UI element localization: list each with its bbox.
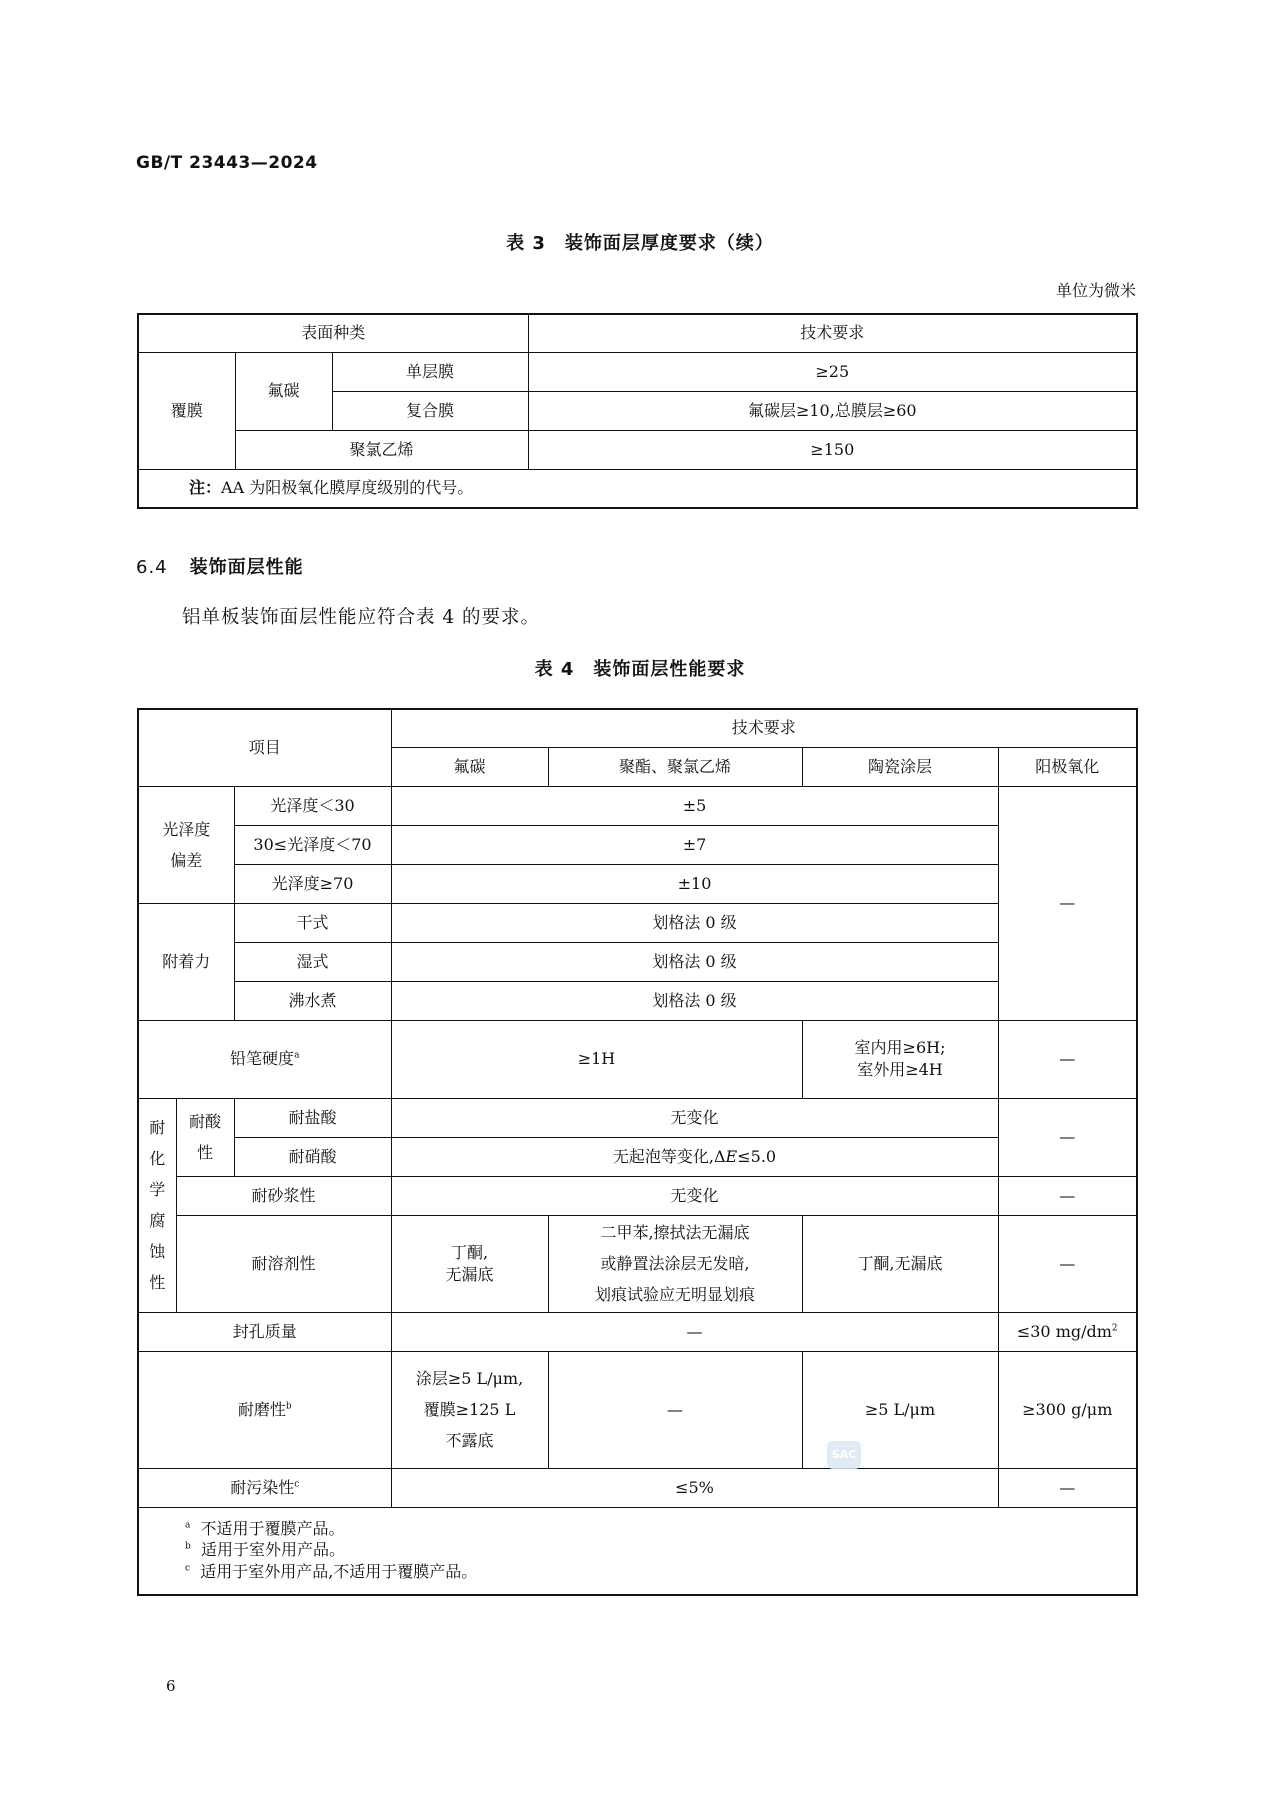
t4-pencil-ceramic <box>802 1020 998 1098</box>
t4-stain-val: ≤5% <box>391 1468 998 1507</box>
table3-caption: 表 3 装饰面层厚度要求（续） <box>506 233 774 254</box>
section-title: 装饰面层性能 <box>189 557 304 578</box>
t4-adh-dry: 干式 <box>234 903 391 942</box>
t4-hno3-val <box>391 1137 998 1176</box>
t4-adh-wet-val: 划格法 0 级 <box>391 942 998 981</box>
t4-mortar: 耐砂浆性 <box>176 1176 391 1215</box>
t4-gloss-2-val: ±7 <box>391 825 998 864</box>
t4-abr-fluoro <box>391 1351 548 1468</box>
t4-adh-boil-val: 划格法 0 级 <box>391 981 998 1020</box>
t4-seal-anodic-val: ≤30 mg/dm <box>1016 1321 1112 1341</box>
t3-composite: 复合膜 <box>332 391 528 430</box>
t4-adh-wet: 湿式 <box>234 942 391 981</box>
t4-header-anodic: 阳极氧化 <box>998 747 1137 786</box>
t4-fn-b-mark: b <box>185 1541 191 1552</box>
t4-adhesion: 附着力 <box>138 903 234 1020</box>
t3-header-req: 技术要求 <box>528 314 1137 352</box>
t4-footnotes <box>138 1507 1137 1595</box>
t4-mortar-val: 无变化 <box>391 1176 998 1215</box>
t4-pencil-ceramic-1: 室内用≥6H; <box>854 1038 946 1058</box>
table4-caption: 表 4 装饰面层性能要求 <box>534 659 746 680</box>
t3-note-label: 注： <box>189 478 222 498</box>
t4-fn-a-text: 不适用于覆膜产品。 <box>200 1518 345 1538</box>
t4-abrasion-label: 耐磨性 <box>237 1399 286 1419</box>
t4-pencil-ceramic-2: 室外用≥4H <box>857 1060 943 1079</box>
t3-note <box>138 469 1137 508</box>
t4-fn-b-text: 适用于室外用产品。 <box>200 1540 345 1560</box>
t3-single-val: ≥25 <box>528 352 1137 391</box>
t4-stain-mark: c <box>294 1479 300 1490</box>
t4-solvent-poly <box>548 1215 802 1312</box>
t4-chem-label: 耐化学腐蚀性 <box>149 1118 166 1292</box>
t4-gloss-3-val: ±10 <box>391 864 998 903</box>
t3-pvc-val: ≥150 <box>528 430 1137 469</box>
t4-header-fluoro: 氟碳 <box>391 747 548 786</box>
t4-solvent-poly-2: 或静置法涂层无发暗, <box>600 1254 750 1273</box>
t4-adh-dry-val: 划格法 0 级 <box>391 903 998 942</box>
t4-header-ceramic: 陶瓷涂层 <box>802 747 998 786</box>
t4-gloss-1: 光泽度＜30 <box>234 786 391 825</box>
t4-solvent-poly-1: 二甲苯,擦拭法无漏底 <box>600 1223 750 1242</box>
t4-solvent-poly-3: 划痕试验应无明显划痕 <box>594 1285 755 1304</box>
standard-code: GB/T 23443—2024 <box>136 153 318 173</box>
table3-unit: 单位为微米 <box>1055 281 1136 300</box>
t4-hno3-val-e: E <box>725 1146 738 1166</box>
t4-fn-c-text: 适用于室外用产品,不适用于覆膜产品。 <box>200 1561 478 1581</box>
t4-mortar-anodic: — <box>998 1176 1137 1215</box>
t4-abr-ceramic: ≥5 L/μm <box>802 1351 998 1468</box>
t4-pencil-val: ≥1H <box>391 1020 802 1098</box>
t4-fn-c-mark: c <box>185 1563 191 1574</box>
t4-fn-a-mark: a <box>185 1520 191 1531</box>
t4-hno3-val-2: ≤5.0 <box>737 1146 777 1166</box>
t4-abr-fluoro-1: 涂层≥5 L/μm, <box>415 1369 524 1388</box>
t4-gloss-label: 光泽度偏差 <box>162 819 211 870</box>
t4-footnote-b <box>185 1539 1136 1561</box>
t4-solvent-fluoro-2: 无漏底 <box>445 1264 494 1284</box>
t4-gloss-adh-anodic: — <box>998 786 1137 1020</box>
t4-acid-anodic: — <box>998 1098 1137 1176</box>
t3-single: 单层膜 <box>332 352 528 391</box>
t4-hcl: 耐盐酸 <box>234 1098 391 1137</box>
t4-header-polyester: 聚酯、聚氯乙烯 <box>548 747 802 786</box>
t3-pvc: 聚氯乙烯 <box>235 430 528 469</box>
t3-header-surface: 表面种类 <box>138 314 528 352</box>
t4-stain <box>138 1468 391 1507</box>
t4-stain-anodic: — <box>998 1468 1137 1507</box>
t4-footnote-c <box>185 1561 1136 1583</box>
t4-pencil-mark: a <box>294 1050 300 1061</box>
t4-solvent-fluoro-1: 丁酮, <box>450 1242 489 1262</box>
t4-abr-anodic: ≥300 g/μm <box>998 1351 1137 1468</box>
t4-stain-label: 耐污染性 <box>230 1477 295 1497</box>
t4-adh-boil: 沸水煮 <box>234 981 391 1020</box>
t4-seal-val: — <box>391 1312 998 1351</box>
section-number: 6.4 <box>136 557 168 578</box>
t4-gloss-1-val: ±5 <box>391 786 998 825</box>
t4-hcl-val: 无变化 <box>391 1098 998 1137</box>
t4-abrasion-mark: b <box>285 1401 292 1412</box>
t4-seal-anodic-sup: 2 <box>1111 1323 1118 1334</box>
t4-footnote-a <box>185 1518 1136 1540</box>
t4-solvent-fluoro <box>391 1215 548 1312</box>
t4-hno3: 耐硝酸 <box>234 1137 391 1176</box>
t4-seal: 封孔质量 <box>138 1312 391 1351</box>
t4-acid <box>176 1098 234 1176</box>
t4-hno3-val-1: 无起泡等变化,Δ <box>612 1146 726 1166</box>
t3-fluoro: 氟碳 <box>235 352 332 430</box>
t4-abrasion <box>138 1351 391 1468</box>
t4-gloss-2: 30≤光泽度＜70 <box>234 825 391 864</box>
t3-note-text: AA 为阳极氧化膜厚度级别的代号。 <box>221 478 474 498</box>
t4-abr-poly: — <box>548 1351 802 1468</box>
t4-solvent-ceramic: 丁酮,无漏底 <box>802 1215 998 1312</box>
t4-acid-label: 耐酸性 <box>188 1112 221 1162</box>
t4-gloss-3: 光泽度≥70 <box>234 864 391 903</box>
t4-abr-fluoro-3: 不露底 <box>445 1431 494 1450</box>
t4-seal-anodic <box>998 1312 1137 1351</box>
page-number: 6 <box>166 1677 176 1695</box>
table3 <box>137 313 1138 509</box>
t4-chem <box>138 1098 176 1312</box>
section-heading <box>136 553 304 579</box>
t4-abr-fluoro-2: 覆膜≥125 L <box>423 1400 516 1419</box>
t4-solvent-anodic: — <box>998 1215 1137 1312</box>
table4 <box>137 708 1138 1596</box>
t4-header-item: 项目 <box>138 709 391 786</box>
t4-pencil <box>138 1020 391 1098</box>
section-paragraph: 铝单板装饰面层性能应符合表 4 的要求。 <box>182 607 541 628</box>
t3-composite-val: 氟碳层≥10,总膜层≥60 <box>528 391 1137 430</box>
t4-pencil-anodic: — <box>998 1020 1137 1098</box>
sac-watermark: SAC <box>827 1441 861 1469</box>
t4-pencil-label: 铅笔硬度 <box>230 1049 295 1069</box>
t3-fumo: 覆膜 <box>138 352 235 469</box>
t4-header-req: 技术要求 <box>391 709 1137 747</box>
t4-gloss <box>138 786 234 903</box>
t4-solvent: 耐溶剂性 <box>176 1215 391 1312</box>
